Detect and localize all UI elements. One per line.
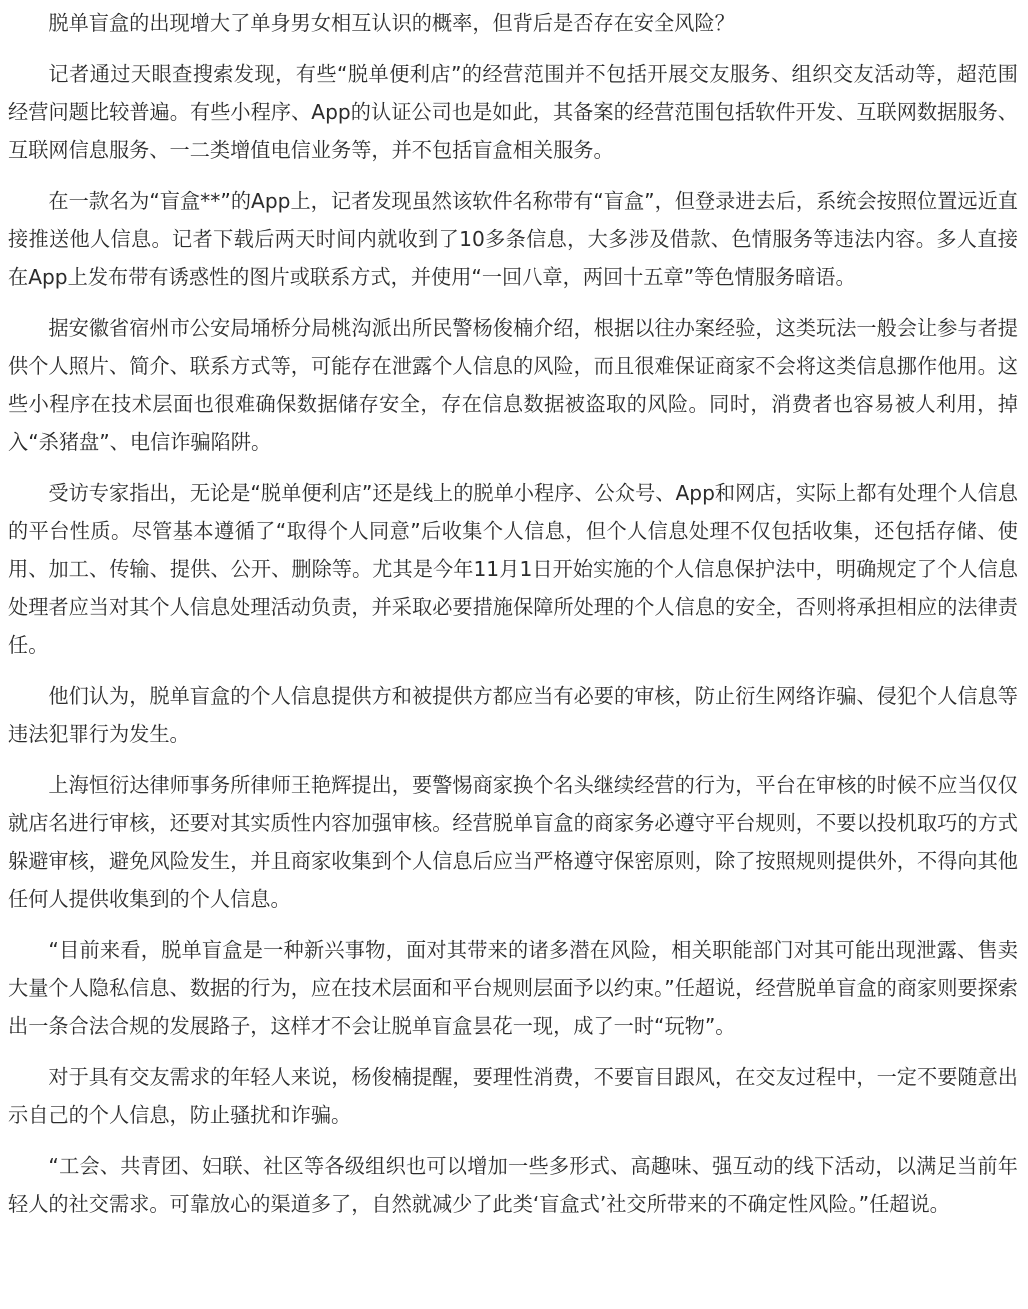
paragraph-lawyer-advice: 上海恒衍达律师事务所律师王艳辉提出，要警惕商家换个名头继续经营的行为，平台在审核的时候不应当仅仅就店名进行审核，还要对其实质性内容加强审核。经营脱单盲盒的商家务必遵守平台规则，不要以投机取巧的方式躲避审核，避免风险发生，并且商家收集到个人信息后应当严格遵守保密原则，除了按照规则提供外，不得向其他任何人提供收集到的个人信息。 [8, 773, 1018, 911]
paragraph-app-investigation: 在一款名为“盲盒**”的App上，记者发现虽然该软件名称带有“盲盒”，但登录进去后，系统会按照位置远近直接推送他人信息。记者下载后两天时间内就收到了10多条信息，大多涉及借款、色情服务等违法内容。多人直接在App上发布带有诱惑性的图片或联系方式，并使用“一回八章，两回十五章”等色情服务暗语。 [8, 189, 1018, 289]
paragraph-intro-question: 脱单盲盒的出现增大了单身男女相互认识的概率，但背后是否存在安全风险？ [48, 11, 735, 35]
paragraph-review-requirement: 他们认为，脱单盲盒的个人信息提供方和被提供方都应当有必要的审核，防止衍生网络诈骗、侵犯个人信息等违法犯罪行为发生。 [8, 684, 1018, 746]
paragraph-business-scope: 记者通过天眼查搜索发现，有些“脱单便利店”的经营范围并不包括开展交友服务、组织交友活动等，超范围经营问题比较普遍。有些小程序、App的认证公司也是如此，其备案的经营范围包括软件开发、互联网数据服务、互联网信息服务、一二类增值电信业务等，并不包括盲盒相关服务。 [8, 62, 1018, 162]
paragraph-regulation-quote: “目前来看，脱单盲盒是一种新兴事物，面对其带来的诸多潜在风险，相关职能部门对其可能出现泄露、售卖大量个人隐私信息、数据的行为，应在技术层面和平台规则层面予以约束。”任超说，经营脱单盲盒的商家则要探索出一条合法合规的发展路子，这样才不会让脱单盲盒昙花一现，成了一时“玩物”。 [8, 938, 1018, 1038]
paragraph-expert-opinion: 受访专家指出，无论是“脱单便利店”还是线上的脱单小程序、公众号、App和网店，实际上都有处理个人信息的平台性质。尽管基本遵循了“取得个人同意”后收集个人信息，但个人信息处理不仅包括收集，还包括存储、使用、加工、传输、提供、公开、删除等。尤其是今年11月1日开始实施的个人信息保护法中，明确规定了个人信息处理者应当对其个人信息处理活动负责，并采取必要措施保障所处理的个人信息的安全，否则将承担相应的法律责任。 [8, 481, 1018, 657]
paragraph-organization-suggestion: “工会、共青团、妇联、社区等各级组织也可以增加一些多形式、高趣味、强互动的线下活动，以满足当前年轻人的社交需求。可靠放心的渠道多了，自然就减少了此类‘盲盒式’社交所带来的不确定性风险。”任超说。 [8, 1154, 1018, 1216]
paragraph-youth-reminder: 对于具有交友需求的年轻人来说，杨俊楠提醒，要理性消费，不要盲目跟风，在交友过程中，一定不要随意出示自己的个人信息，防止骚扰和诈骗。 [8, 1065, 1018, 1127]
paragraph-police-warning: 据安徽省宿州市公安局埇桥分局桃沟派出所民警杨俊楠介绍，根据以往办案经验，这类玩法一般会让参与者提供个人照片、简介、联系方式等，可能存在泄露个人信息的风险，而且很难保证商家不会将这类信息挪作他用。这些小程序在技术层面也很难确保数据储存安全，存在信息数据被盗取的风险。同时，消费者也容易被人利用，掉入“杀猪盘”、电信诈骗陷阱。 [8, 316, 1018, 454]
